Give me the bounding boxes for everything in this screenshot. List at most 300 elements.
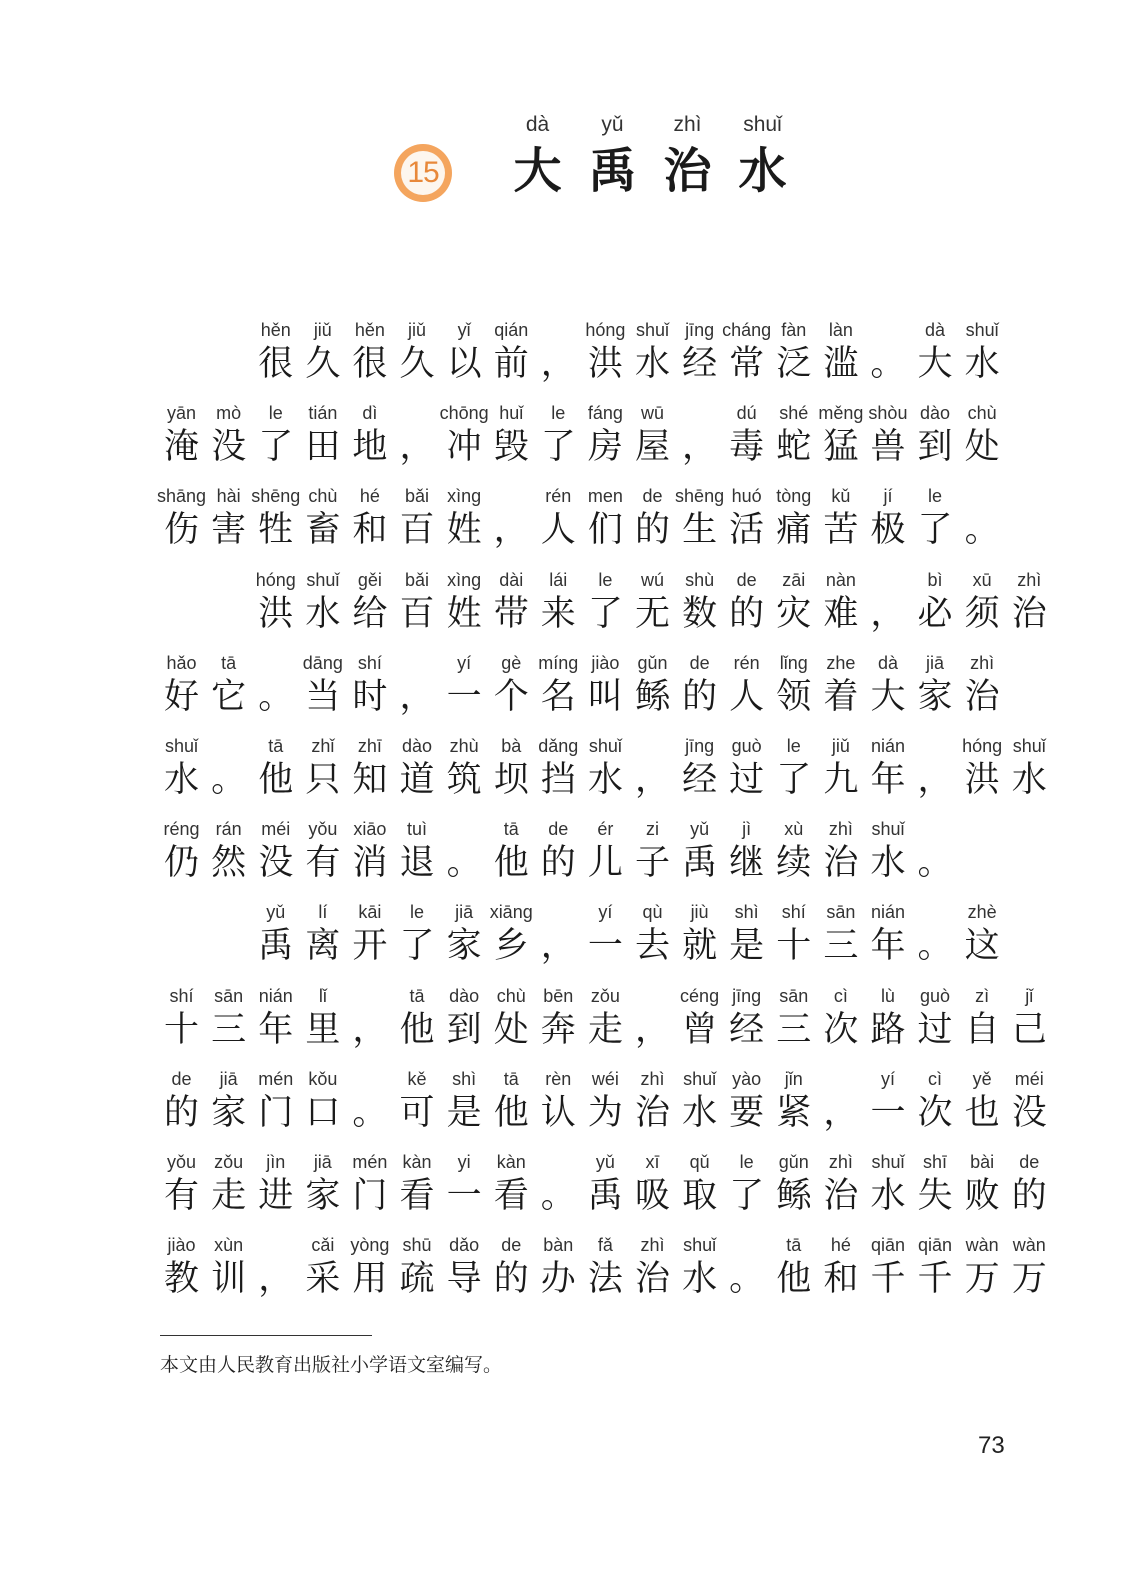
pinyin: qiān [870, 1235, 905, 1256]
hanzi: 开 [352, 926, 388, 967]
pinyin: rán [215, 819, 242, 840]
hanzi: 。 [870, 344, 906, 384]
pinyin: yí [457, 652, 472, 673]
hanzi: ， [823, 1092, 859, 1133]
hanzi: 年 [870, 926, 906, 967]
pinyin: le [410, 902, 425, 923]
pinyin: lù [880, 985, 895, 1006]
char-cell [770, 1067, 817, 1137]
hanzi: 他 [258, 760, 294, 800]
hanzi: 很 [352, 344, 388, 384]
hanzi: 个 [493, 676, 529, 717]
pinyin: zì [975, 985, 990, 1006]
pinyin: dào [449, 985, 480, 1006]
pinyin: tā [503, 819, 519, 840]
pinyin: kǒu [308, 1068, 338, 1089]
hanzi: 当 [305, 676, 341, 717]
hanzi: 采 [305, 1259, 341, 1300]
pinyin: jì [742, 819, 752, 840]
title-pinyin: zhì [673, 113, 702, 136]
pinyin: dào [401, 736, 433, 756]
hanzi: 次 [917, 1092, 953, 1133]
pinyin: shé [779, 403, 809, 424]
hanzi: 教 [164, 1259, 200, 1300]
pinyin: shuǐ [683, 1068, 717, 1089]
hanzi: 蛇 [776, 427, 812, 468]
hanzi: 和 [823, 1259, 859, 1300]
hanzi: 田 [305, 427, 341, 468]
hanzi: 了 [399, 926, 435, 967]
hanzi: 用 [352, 1259, 388, 1300]
hanzi: 的 [634, 510, 670, 551]
hanzi: 千 [917, 1259, 953, 1300]
hanzi: 消 [352, 843, 388, 884]
pinyin: yào [732, 1068, 762, 1089]
hanzi: 毁 [493, 427, 529, 468]
hanzi: 以 [446, 344, 482, 384]
pinyin: xī [645, 1152, 660, 1172]
pinyin: jiǔ [831, 736, 850, 756]
hanzi: 水 [634, 344, 670, 384]
hanzi: 禹 [587, 1176, 623, 1216]
pinyin: rén [545, 486, 572, 507]
hanzi: 必 [917, 593, 953, 634]
hanzi: 房 [587, 427, 623, 468]
char-cell [299, 984, 346, 1054]
hanzi: 鲧 [634, 676, 670, 717]
hanzi: 洪 [258, 593, 294, 634]
pinyin: yǔ [690, 819, 710, 840]
hanzi: 子 [634, 843, 670, 884]
hanzi: 紧 [776, 1092, 812, 1133]
hanzi: 训 [211, 1259, 247, 1300]
footnote-divider [160, 1335, 372, 1336]
hanzi: ， [258, 1259, 294, 1300]
title-pinyin: shuǐ [743, 113, 782, 136]
pinyin: tián [308, 403, 338, 424]
pinyin: cì [928, 1068, 943, 1089]
hanzi: 办 [540, 1259, 576, 1300]
hanzi: 叫 [587, 676, 623, 717]
char-cell [817, 568, 864, 638]
hanzi: 口 [305, 1092, 341, 1133]
pinyin: yí [880, 1068, 895, 1089]
pinyin: sān [826, 902, 856, 923]
pinyin: zhì [970, 652, 995, 673]
pinyin: zhì [640, 1235, 665, 1256]
hanzi: 进 [258, 1176, 294, 1216]
pinyin: hǎo [166, 652, 197, 673]
title-pinyin: dà [525, 113, 550, 136]
pinyin: de [171, 1068, 192, 1089]
pinyin: shū [402, 1235, 432, 1256]
pinyin: guò [920, 985, 951, 1006]
hanzi: ， [917, 760, 953, 800]
hanzi: 人 [540, 510, 576, 551]
hanzi: 三 [823, 926, 859, 967]
pinyin: nián [870, 902, 905, 923]
hanzi: 苦 [823, 510, 859, 551]
title-hanzi: 大 [513, 143, 562, 199]
pinyin: shòu [868, 403, 908, 424]
hanzi: 三 [776, 1009, 812, 1050]
char-cell [1006, 984, 1053, 1054]
hanzi: 极 [870, 510, 906, 551]
lesson-title-block [390, 110, 790, 220]
lesson-title [500, 110, 800, 202]
pinyin: lái [549, 569, 568, 590]
hanzi: 续 [776, 843, 812, 884]
pinyin: yí [598, 902, 613, 923]
hanzi: 它 [211, 676, 247, 717]
pinyin: hěn [260, 320, 291, 340]
pinyin: cháng [722, 320, 772, 340]
pinyin: zhè [967, 902, 997, 923]
hanzi: 可 [399, 1092, 435, 1133]
hanzi: ， [493, 510, 529, 551]
pinyin: yǒu [167, 1152, 197, 1172]
hanzi: 家 [446, 926, 482, 967]
hanzi: 人 [729, 676, 765, 717]
pinyin: bà [501, 736, 522, 756]
hanzi: 的 [164, 1092, 200, 1133]
hanzi: 。 [211, 760, 247, 800]
pinyin: tā [221, 652, 237, 673]
pinyin: zhì [828, 819, 853, 840]
hanzi: 活 [729, 510, 765, 551]
pinyin: shuǐ [683, 1235, 717, 1256]
title-char [650, 110, 725, 202]
pinyin: kǔ [831, 486, 851, 507]
pinyin: dà [877, 652, 898, 673]
pinyin: bǎi [405, 569, 430, 590]
hanzi: 一 [870, 1092, 906, 1133]
hanzi: 水 [870, 843, 906, 884]
hanzi: 灾 [776, 593, 812, 634]
pinyin: jīng [685, 320, 715, 340]
punctuation-cell [959, 484, 1006, 554]
text-line [158, 651, 1006, 721]
hanzi: 治 [823, 1176, 859, 1216]
pinyin: tā [503, 1068, 519, 1089]
pinyin: chù [496, 985, 526, 1006]
pinyin: gè [501, 652, 522, 673]
hanzi: 水 [305, 593, 341, 634]
hanzi: 的 [493, 1259, 529, 1300]
hanzi: 有 [305, 843, 341, 884]
char-cell [488, 1150, 535, 1220]
pinyin: de [501, 1235, 522, 1256]
pinyin: bàn [543, 1235, 574, 1256]
char-cell [158, 734, 205, 804]
pinyin: xiāng [489, 902, 533, 923]
pinyin: xìng [447, 486, 482, 507]
hanzi: 痛 [776, 510, 812, 551]
char-cell [582, 984, 629, 1054]
hanzi: 门 [258, 1092, 294, 1133]
hanzi: 里 [305, 1009, 341, 1050]
pinyin: jǐn [784, 1068, 803, 1089]
title-char [500, 110, 575, 202]
pinyin: céng [680, 985, 720, 1006]
pinyin: zi [645, 819, 659, 840]
pinyin: mén [258, 1068, 294, 1089]
pinyin: le [739, 1152, 754, 1172]
pinyin: shī [923, 1152, 948, 1172]
pinyin: nàn [825, 569, 856, 590]
pinyin: méi [261, 819, 291, 840]
hanzi: 处 [964, 427, 1000, 468]
pinyin: làn [828, 320, 853, 340]
hanzi: 自 [964, 1009, 1000, 1050]
hanzi: 这 [964, 926, 1000, 967]
pinyin: hài [216, 486, 241, 507]
char-cell [629, 401, 676, 471]
text-line [252, 900, 1006, 970]
hanzi: 给 [352, 593, 388, 634]
hanzi: ， [682, 427, 718, 468]
hanzi: 水 [682, 1259, 718, 1300]
char-cell [582, 734, 629, 804]
hanzi: 畜 [305, 510, 341, 551]
pinyin: jiào [591, 652, 620, 673]
hanzi: 失 [917, 1176, 953, 1216]
pinyin: le [928, 486, 943, 507]
hanzi: 治 [823, 843, 859, 884]
hanzi: 法 [587, 1259, 623, 1300]
pinyin: shuǐ [871, 819, 905, 840]
title-char [725, 110, 800, 202]
pinyin: lǐ [318, 985, 327, 1006]
pinyin: shì [452, 1068, 477, 1089]
hanzi: 去 [634, 926, 670, 967]
pinyin: hé [359, 486, 380, 507]
pinyin: dà [925, 320, 946, 340]
pinyin: wū [640, 403, 664, 424]
hanzi: 害 [211, 510, 247, 551]
hanzi: 的 [540, 843, 576, 884]
hanzi: 走 [587, 1009, 623, 1050]
text-line [158, 817, 959, 887]
hanzi: 没 [211, 427, 247, 468]
hanzi: 只 [305, 760, 341, 800]
pinyin: zhì [1017, 569, 1042, 590]
pinyin: sān [214, 985, 244, 1006]
pinyin: rén [733, 652, 760, 673]
hanzi: 。 [964, 510, 1000, 551]
hanzi: 知 [352, 760, 388, 800]
pinyin: shuǐ [588, 736, 622, 756]
hanzi: 鲧 [776, 1176, 812, 1216]
char-cell [393, 817, 440, 887]
pinyin: jiǔ [408, 320, 427, 340]
pinyin: wàn [1012, 1235, 1046, 1256]
pinyin: dú [736, 403, 757, 424]
char-cell [488, 900, 535, 970]
pinyin: zhì [640, 1068, 665, 1089]
hanzi: 家 [211, 1092, 247, 1133]
pinyin: yǔ [595, 1152, 615, 1172]
hanzi: ， [399, 676, 435, 717]
pinyin: le [786, 736, 801, 756]
pinyin: gǔn [778, 1152, 809, 1172]
char-cell [864, 817, 911, 887]
char-cell [864, 900, 911, 970]
hanzi: 治 [634, 1092, 670, 1133]
hanzi: 大 [917, 344, 953, 384]
pinyin: jí [883, 486, 893, 507]
text-line [158, 1150, 1053, 1220]
pinyin: tā [409, 985, 425, 1006]
hanzi: 百 [399, 593, 435, 634]
hanzi: 他 [493, 843, 529, 884]
pinyin: hěn [354, 320, 385, 340]
hanzi: 一 [587, 926, 623, 967]
hanzi: 屋 [634, 427, 670, 468]
char-cell [205, 651, 252, 721]
pinyin: hé [830, 1235, 851, 1256]
pinyin: le [598, 569, 613, 590]
pinyin: le [551, 403, 566, 424]
hanzi: 治 [1011, 593, 1047, 634]
text-line [158, 484, 1006, 554]
pinyin: dāng [302, 652, 343, 673]
hanzi: 处 [493, 1009, 529, 1050]
hanzi: 家 [917, 676, 953, 717]
pinyin: yān [167, 403, 197, 424]
pinyin: shuǐ [635, 320, 669, 340]
pinyin: shí [781, 902, 806, 923]
hanzi: ， [540, 344, 576, 384]
pinyin: qiān [918, 1235, 953, 1256]
hanzi: 的 [729, 593, 765, 634]
hanzi: 过 [729, 760, 765, 800]
hanzi: 大 [870, 676, 906, 717]
title-pinyin: yǔ [601, 113, 624, 136]
title-char [575, 110, 650, 202]
pinyin: zhǐ [311, 736, 335, 756]
hanzi: ， [352, 1009, 388, 1050]
pinyin: shuǐ [871, 1152, 905, 1172]
pinyin: shuǐ [1012, 736, 1046, 756]
hanzi: 经 [682, 344, 718, 384]
hanzi: 疏 [399, 1259, 435, 1300]
pinyin: míng [538, 652, 579, 673]
hanzi: 水 [682, 1092, 718, 1133]
pinyin: wàn [965, 1235, 999, 1256]
hanzi: 很 [258, 344, 294, 384]
hanzi: 。 [729, 1259, 765, 1300]
title-hanzi: 治 [663, 143, 712, 199]
hanzi: 。 [352, 1092, 388, 1133]
pinyin: bǎi [405, 486, 430, 507]
pinyin: jīng [685, 736, 715, 756]
char-cell [1006, 568, 1053, 638]
hanzi: ， [540, 926, 576, 967]
hanzi: 好 [164, 676, 200, 717]
hanzi: 了 [776, 760, 812, 800]
hanzi: 看 [493, 1176, 529, 1216]
hanzi: 治 [634, 1259, 670, 1300]
pinyin: kāi [358, 902, 382, 923]
pinyin: gěi [357, 569, 382, 590]
hanzi: 没 [258, 843, 294, 884]
pinyin: xìng [447, 569, 482, 590]
pinyin: zǒu [590, 985, 620, 1006]
hanzi: 水 [587, 760, 623, 800]
hanzi: 冲 [446, 427, 482, 468]
pinyin: shì [734, 902, 759, 923]
pinyin: fáng [587, 403, 623, 424]
pinyin: jìn [266, 1152, 286, 1172]
pinyin: qǔ [689, 1152, 710, 1172]
hanzi: 一 [446, 676, 482, 717]
hanzi: 次 [823, 1009, 859, 1050]
hanzi: 们 [587, 510, 623, 551]
hanzi: 乡 [493, 926, 529, 967]
hanzi: 家 [305, 1176, 341, 1216]
title-hanzi: 禹 [588, 143, 637, 199]
hanzi: 地 [352, 427, 388, 468]
pinyin: nián [258, 985, 293, 1006]
text-line [158, 1233, 1053, 1303]
pinyin: fǎ [597, 1235, 613, 1256]
pinyin: mén [352, 1152, 388, 1172]
hanzi: 到 [446, 1009, 482, 1050]
pinyin: shāng [157, 486, 207, 507]
hanzi: 一 [446, 1176, 482, 1216]
pinyin: fàn [781, 320, 807, 340]
pinyin: tòng [776, 486, 812, 507]
hanzi: 十 [164, 1009, 200, 1050]
hanzi: 着 [823, 676, 859, 717]
hanzi: 姓 [446, 510, 482, 551]
char-cell [441, 484, 488, 554]
pinyin: dì [362, 403, 378, 424]
pinyin: chù [967, 403, 997, 424]
pinyin: cǎi [311, 1235, 335, 1256]
hanzi: 水 [164, 760, 200, 800]
hanzi: 生 [682, 510, 718, 551]
pinyin: cì [833, 985, 848, 1006]
hanzi: 须 [964, 593, 1000, 634]
pinyin: chù [308, 486, 338, 507]
hanzi: 的 [682, 676, 718, 717]
hanzi: 了 [258, 427, 294, 468]
pinyin: yǒu [308, 819, 338, 840]
hanzi: 仍 [164, 843, 200, 884]
pinyin: měng [818, 403, 864, 424]
text-line [252, 318, 1006, 388]
char-cell [1006, 1233, 1053, 1303]
pinyin: nián [870, 736, 905, 756]
hanzi: 奔 [540, 1009, 576, 1050]
pinyin: zhī [357, 736, 382, 756]
hanzi: 治 [964, 676, 1000, 717]
hanzi: 洪 [587, 344, 623, 384]
pinyin: huǐ [499, 403, 524, 424]
char-cell [346, 651, 393, 721]
pinyin: qián [494, 320, 529, 340]
hanzi: ， [399, 427, 435, 468]
hanzi: 禹 [258, 926, 294, 967]
hanzi: 来 [540, 593, 576, 634]
pinyin: de [736, 569, 757, 590]
hanzi: 要 [729, 1092, 765, 1133]
hanzi: 洪 [964, 760, 1000, 800]
hanzi: 伤 [164, 510, 200, 551]
char-cell [346, 401, 393, 471]
